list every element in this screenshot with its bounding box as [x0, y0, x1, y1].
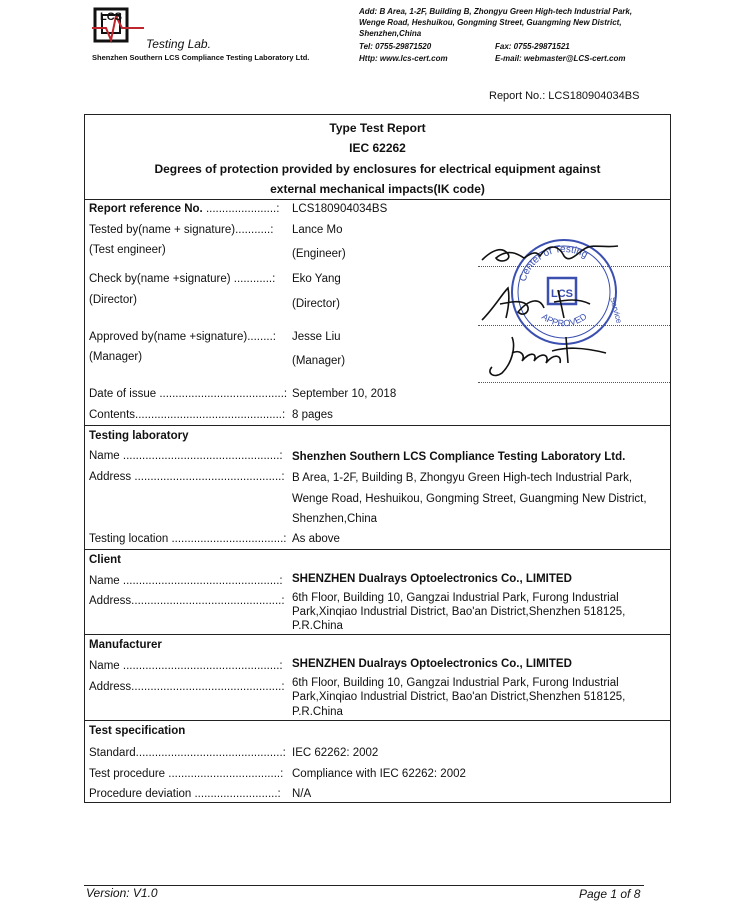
lab-heading: Testing laboratory	[89, 430, 189, 442]
divider	[84, 549, 671, 550]
client-address-label: Address...............................................:	[89, 595, 285, 607]
report-subtitle-1: Degrees of protection provided by enclosures for electrical equipment against	[154, 162, 601, 176]
tested-role-label: (Test engineer)	[89, 244, 166, 256]
manufacturer-address-label: Address...............................................:	[89, 681, 285, 693]
procedure-deviation-value: N/A	[292, 788, 312, 800]
logo-caption: Testing Lab.	[146, 37, 211, 51]
date-of-issue-value: September 10, 2018	[292, 388, 397, 400]
lab-name-value: Shenzhen Southern LCS Compliance Testing Laboratory Ltd.	[292, 451, 626, 463]
test-procedure-label: Test procedure ...................................:	[89, 768, 284, 780]
header-tel: Tel: 0755-29871520	[359, 42, 432, 51]
manufacturer-address-line-2: Park,Xinqiao Industrial District, Bao'an District,Shenzhen 518125,	[292, 691, 626, 703]
footer-version: Version: V1.0	[86, 886, 158, 900]
manufacturer-heading: Manufacturer	[89, 639, 162, 651]
header-http: Http: www.lcs-cert.com	[359, 54, 448, 63]
header-fax: Fax: 0755-29871521	[495, 42, 570, 51]
approved-by-value: Jesse Liu	[292, 331, 341, 343]
report-standard-title: IEC 62262	[349, 141, 406, 155]
lab-address-line-2: Wenge Road, Heshuikou, Gongming Street, Guangming New District,	[292, 493, 647, 505]
report-number: Report No.: LCS180904034BS	[489, 90, 640, 102]
header-address-3: Shenzhen,China	[359, 29, 422, 38]
approved-role-value: (Manager)	[292, 355, 346, 367]
signature-jesse-liu	[482, 333, 612, 379]
check-role-label: (Director)	[89, 294, 137, 306]
footer-rule	[84, 885, 644, 886]
company-name: Shenzhen Southern LCS Compliance Testing Laboratory Ltd.	[92, 53, 310, 62]
manufacturer-name-value: SHENZHEN Dualrays Optoelectronics Co., LIMITED	[292, 658, 572, 670]
stamp-bottom-text: APPROVED	[539, 311, 589, 329]
stamp-core-text: LCS	[551, 288, 573, 300]
signature-line	[478, 382, 670, 383]
tested-role-value: (Engineer)	[292, 248, 346, 260]
logo-letters: LCS	[100, 11, 122, 23]
test-procedure-value: Compliance with IEC 62262: 2002	[292, 768, 466, 780]
lab-address-line-3: Shenzhen,China	[292, 513, 378, 525]
lab-address-label: Address ..............................................:	[89, 471, 285, 483]
lcs-logo	[92, 6, 144, 46]
divider	[84, 720, 671, 721]
check-by-value: Eko Yang	[292, 273, 341, 285]
stamp-side-text: Service	[608, 296, 624, 325]
check-by-label: Check by(name +signature) ............:	[89, 273, 276, 285]
tested-by-value: Lance Mo	[292, 224, 343, 236]
footer-page-number: Page 1 of 8	[579, 887, 641, 901]
client-address-line-2: Park,Xinqiao Industrial District, Bao'an District,Shenzhen 518125,	[292, 606, 626, 618]
contents-value: 8 pages	[292, 409, 333, 421]
divider	[84, 634, 671, 635]
client-name-label: Name .................................................:	[89, 575, 283, 587]
lab-name-label: Name .................................................:	[89, 450, 283, 462]
standard-value: IEC 62262: 2002	[292, 747, 379, 759]
client-address-line-1: 6th Floor, Building 10, Gangzai Industrial Park, Furong Industrial	[292, 592, 619, 604]
client-heading: Client	[89, 554, 121, 566]
lab-address-line-1: B Area, 1-2F, Building B, Zhongyu Green High-tech Industrial Park,	[292, 472, 633, 484]
header-address-2: Wenge Road, Heshuikou, Gongming Street, Guangming New District,	[359, 18, 622, 27]
procedure-deviation-label: Procedure deviation ..........................:	[89, 788, 281, 800]
spec-heading: Test specification	[89, 725, 186, 737]
approved-by-label: Approved by(name +signature)........:	[89, 331, 276, 343]
lab-location-label: Testing location ...................................:	[89, 533, 287, 545]
contents-label: Contents..............................................:	[89, 409, 286, 421]
tested-by-label: Tested by(name + signature)...........:	[89, 224, 274, 236]
signature-lance-mo	[478, 234, 628, 270]
header-address-1: Add: B Area, 1-2F, Building B, Zhongyu Green High-tech Industrial Park,	[359, 7, 633, 16]
lab-location-value: As above	[292, 533, 340, 545]
report-subtitle-2: external mechanical impacts(IK code)	[270, 182, 485, 196]
report-reference-value: LCS180904034BS	[292, 203, 388, 215]
check-role-value: (Director)	[292, 298, 340, 310]
stamp-top-text: Center of Testing	[517, 243, 590, 284]
approved-role-label: (Manager)	[89, 351, 143, 363]
manufacturer-address-line-1: 6th Floor, Building 10, Gangzai Industrial Park, Furong Industrial	[292, 677, 619, 689]
report-title: Type Test Report	[329, 121, 426, 135]
client-name-value: SHENZHEN Dualrays Optoelectronics Co., LIMITED	[292, 573, 572, 585]
standard-label: Standard..............................................:	[89, 747, 286, 759]
divider	[84, 425, 671, 426]
manufacturer-address-line-3: P.R.China	[292, 706, 343, 718]
report-reference-label: Report reference No. ......................:	[89, 203, 280, 215]
client-address-line-3: P.R.China	[292, 620, 343, 632]
manufacturer-name-label: Name .................................................:	[89, 660, 283, 672]
date-of-issue-label: Date of issue .......................................:	[89, 388, 288, 400]
divider	[84, 199, 671, 200]
header-email: E-mail: webmaster@LCS-cert.com	[495, 54, 626, 63]
signature-eko-yang	[480, 284, 610, 324]
